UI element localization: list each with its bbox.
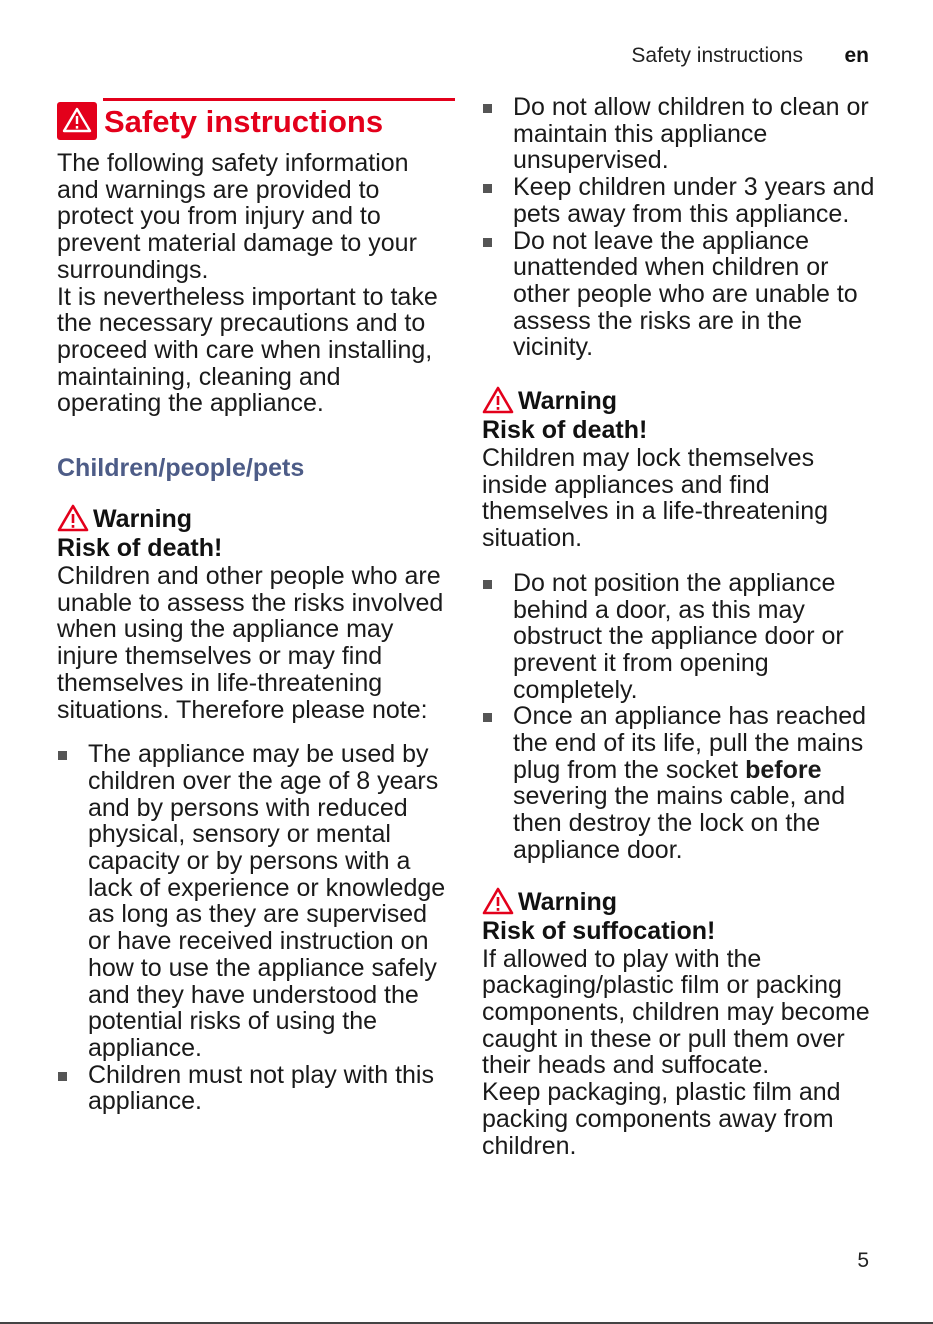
list-item-text: severing the mains cable, and then destroy the lock on the appliance door. [513, 782, 846, 864]
warning-block [482, 888, 877, 1160]
list-item-text: The appliance may be used by children over the age of 8 years and by persons with reduced physical, sensory or mental capacity or by persons with a lack of experience or knowledge as long as they are supervised or have received instruction on how to use the appliance safely and they have understood the potential risks of using the appliance. [88, 740, 446, 1062]
bullet-icon [58, 751, 67, 760]
section-title-row [57, 92, 449, 150]
intro-paragraph: The following safety information and warnings are provided to protect you from injury and to prevent material damage to your surroundings. [57, 149, 417, 284]
right-column [482, 92, 877, 1159]
intro-paragraph: It is nevertheless important to take the necessary precautions and to proceed with care when installing, maintaining, cleaning and operating the appliance. [57, 282, 438, 418]
warning-text: If allowed to play with the packaging/plastic film or packing components, children may become caught in these or pull them over their heads and suffocate. [482, 944, 870, 1080]
title-rule [103, 98, 455, 101]
list-item [482, 174, 877, 227]
warning-triangle-icon [482, 385, 514, 415]
emphasis-text: before [745, 755, 822, 784]
list-item [482, 94, 877, 174]
warning-triangle-icon [482, 886, 514, 916]
risk-heading: Risk of suffocation! [482, 916, 716, 945]
bullet-list [482, 94, 877, 361]
bullet-list [482, 570, 877, 864]
page-title: Safety instructions [104, 104, 384, 139]
warning-label: Warning [93, 505, 193, 534]
list-item-text: Children must not play with this appliance. [88, 1060, 434, 1116]
warning-text: Children may lock themselves inside appliances and find themselves in a life-threatening situation. [482, 444, 829, 553]
warning-heading [482, 387, 877, 416]
warning-text: Children and other people who are unable to assess the risks involved when using the appliance may injure themselves or may find themselves in life-threatening situations. Therefore please note: [57, 562, 444, 724]
list-item [482, 703, 877, 863]
header-language: en [844, 44, 869, 67]
warning-icon [57, 102, 97, 140]
risk-heading: Risk of death! [482, 416, 648, 445]
list-item [57, 1062, 449, 1115]
bullet-icon [483, 104, 492, 113]
warning-heading [482, 888, 877, 917]
warning-block [57, 505, 449, 1115]
bullet-icon [483, 580, 492, 589]
warning-triangle-icon [57, 503, 89, 533]
subheading: Children/people/pets [57, 454, 305, 483]
bullet-icon [58, 1072, 67, 1081]
list-item [482, 228, 877, 362]
warning-heading [57, 505, 449, 534]
bullet-icon [483, 184, 492, 193]
warning-text: Keep packaging, plastic film and packing components away from children. [482, 1078, 841, 1160]
bullet-icon [483, 713, 492, 722]
warning-block [482, 387, 877, 864]
list-item [482, 570, 877, 704]
page-header [0, 44, 933, 74]
list-item-text: Keep children under 3 years and pets away from this appliance. [513, 173, 875, 228]
bullet-list [57, 741, 449, 1115]
warning-label: Warning [518, 887, 618, 916]
bullet-icon [483, 238, 492, 247]
warning-label: Warning [518, 387, 618, 416]
risk-heading: Risk of death! [57, 534, 223, 563]
list-item [57, 741, 449, 1061]
list-item-text: Once an appliance has reached the end of its life, pull the mains plug from the socket [513, 702, 867, 784]
list-item-text: Do not position the appliance behind a door, as this may obstruct the appliance door or prevent it from opening completely. [513, 568, 844, 704]
left-column [57, 92, 449, 1115]
list-item-text: Do not leave the appliance unattended when children or other people who are unable to assess the risks are in the vicinity. [513, 226, 858, 362]
page-number: 5 [857, 1249, 869, 1272]
header-section-title: Safety instructions [631, 44, 803, 67]
list-item-text: Do not allow children to clean or maintain this appliance unsupervised. [513, 93, 869, 175]
